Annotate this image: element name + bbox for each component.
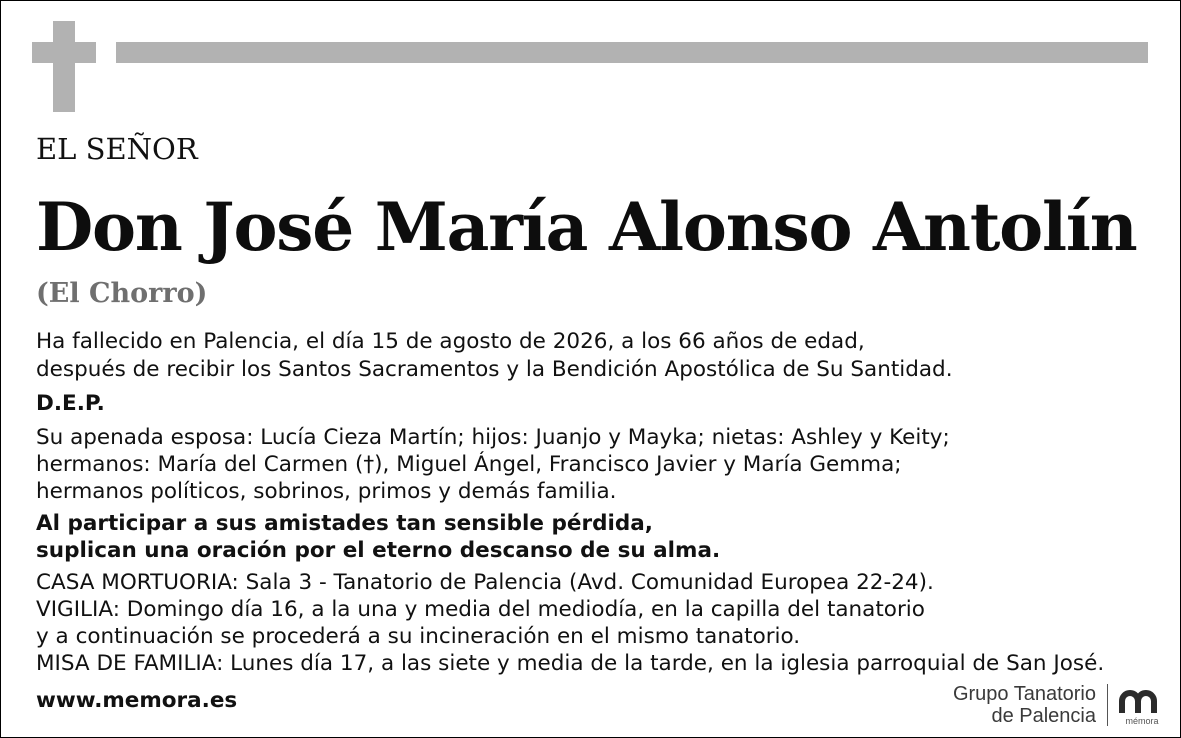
- prayer-request-line: suplican una oración por el eterno descanso de su alma.: [36, 538, 721, 563]
- death-notice-line: Ha fallecido en Palencia, el día 15 de agosto de 2026, a los 66 años de edad,: [36, 329, 865, 354]
- deceased-name: Don José María Alonso Antolín: [36, 188, 1137, 266]
- rip-line: D.E.P.: [36, 391, 105, 416]
- cross-vertical-bar: [53, 21, 75, 112]
- family-line: Su apenada esposa: Lucía Cieza Martín; hijos: Juanjo y Mayka; nietas: Ashley y Keity;: [36, 425, 950, 450]
- logo-divider: [1107, 684, 1108, 726]
- company-name-line1: Grupo Tanatorio: [952, 683, 1096, 705]
- decorative-top-bar: [116, 42, 1148, 63]
- logo-caption: mémora: [1125, 716, 1159, 726]
- family-line: hermanos: María del Carmen (†), Miguel Ángel, Francisco Javier y María Gemma;: [36, 452, 902, 477]
- family-line: hermanos políticos, sobrinos, primos y demás familia.: [36, 479, 617, 504]
- company-name: [953, 683, 1096, 727]
- vigil-line: VIGILIA: Domingo día 16, a la una y media del mediodía, en la capilla del tanatorio: [36, 597, 925, 622]
- prayer-request-line: Al participar a sus amistades tan sensible pérdida,: [36, 511, 653, 536]
- vigil-line: y a continuación se procederá a su incineración en el mismo tanatorio.: [36, 624, 801, 649]
- company-name-line2: de Palencia: [991, 705, 1096, 727]
- death-notice-line: después de recibir los Santos Sacramentos y la Bendición Apostólica de Su Santidad.: [36, 357, 953, 382]
- deceased-nickname: (El Chorro): [36, 278, 208, 309]
- cross-horizontal-bar: [32, 42, 96, 63]
- title-prefix: EL SEÑOR: [36, 132, 198, 166]
- mass-line: MISA DE FAMILIA: Lunes día 17, a las siete y media de la tarde, en la iglesia parroquial de San José.: [36, 651, 1105, 676]
- website-link[interactable]: www.memora.es: [36, 688, 238, 713]
- funeral-home-line: CASA MORTUORIA: Sala 3 - Tanatorio de Palencia (Avd. Comunidad Europea 22-24).: [36, 570, 934, 595]
